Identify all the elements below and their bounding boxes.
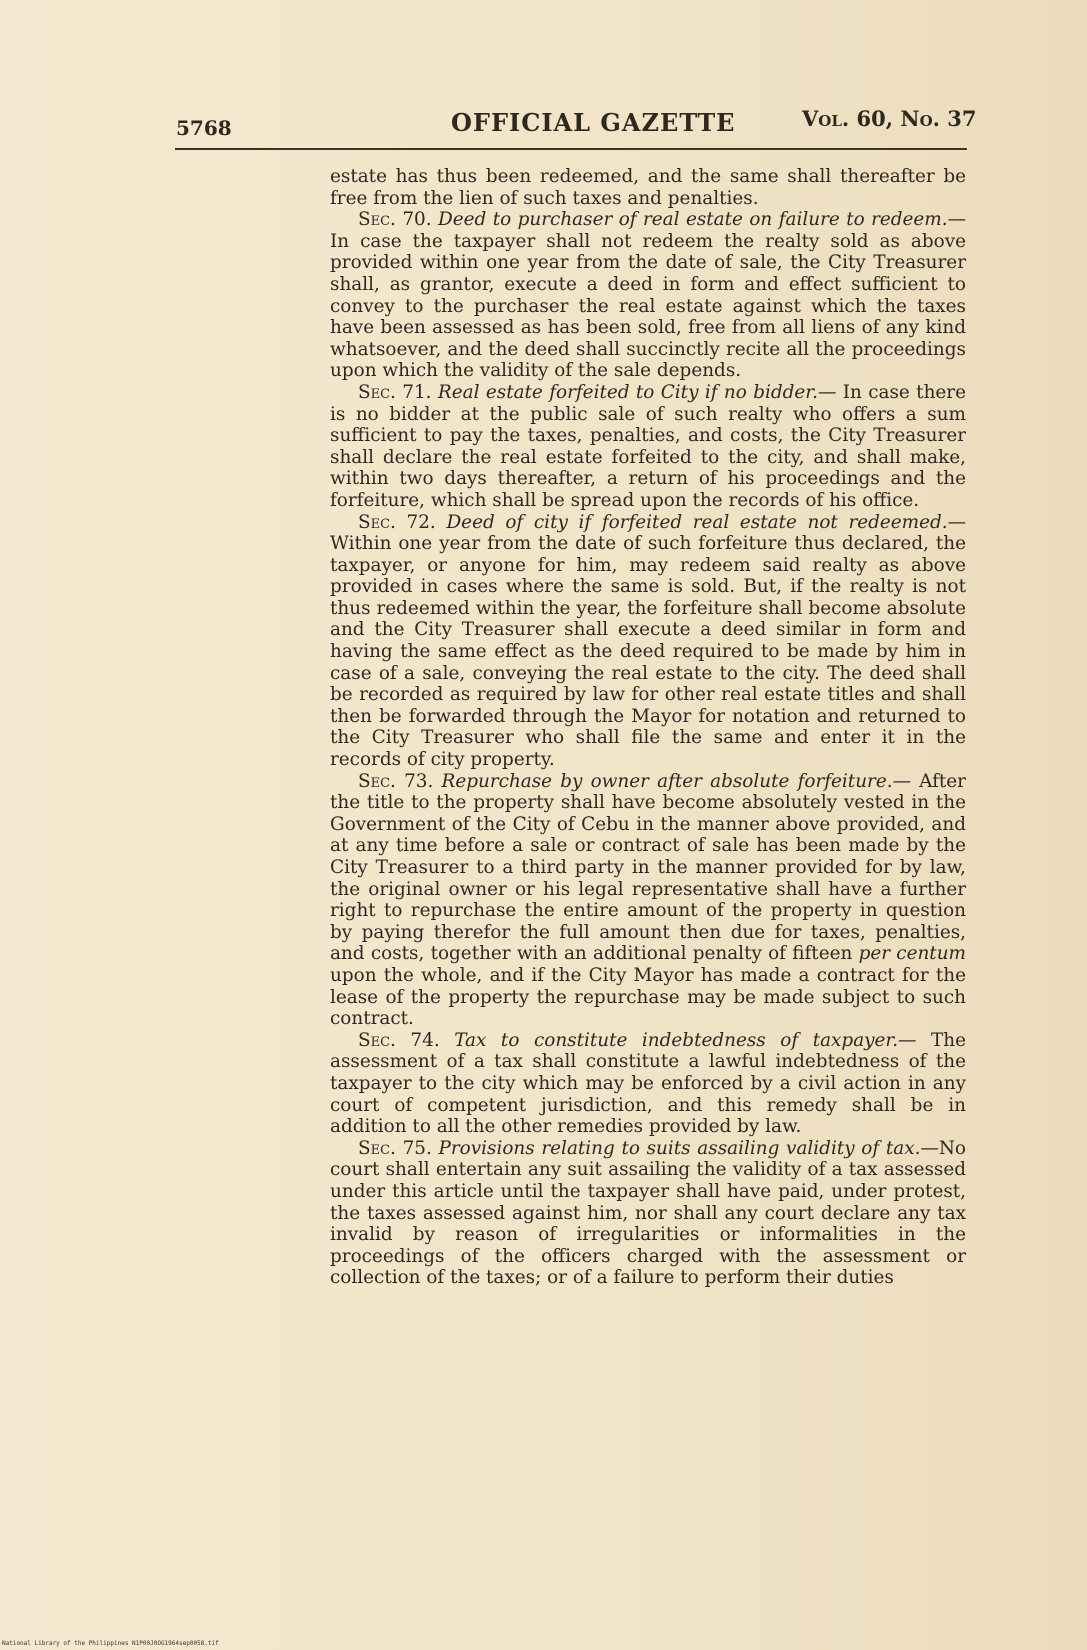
page-header (0, 106, 1087, 146)
section-text-continued: upon the whole, and if the City Mayor has made a contract for the lease of the property the repurchase may be made subject to such contract. (330, 964, 966, 1030)
section-75 (330, 1138, 966, 1289)
section-caption: Real estate forfeited to City if no bidder. (437, 381, 818, 403)
opening-paragraph: estate has thus been redeemed, and the same shall thereafter be free from the lien of such taxes and penalties. (330, 166, 966, 209)
section-text: — After the title to the property shall have become absolutely vested in the Government of the City of Cebu in the manner above provided, and at any time before a sale or contract of sale has been made by the City Treasurer to a third party in the manner provided for by law, the original owner or his legal representative shall have a further right to repurchase the entire amount of the property in question by paying therefor the full amount then due for taxes, penalties, and costs, together with an additional penalty of fifteen (330, 770, 966, 965)
section-label: Sec. 75. (358, 1137, 432, 1159)
section-text: —Within one year from the date of such forfeiture thus declared, the taxpayer, or anyone for him, may redeem said realty as above provided in cases where the same is sold. But, if the realty is not thus redeemed within the year, the forfeiture shall become absolute and the City Treasurer shall execute a deed similar in form and having the same effect as the deed required to be made by him in case of a sale, conveying the real estate to the city. The deed shall be recorded as required by law for other real estate titles and shall then be forwarded through the Mayor for notation and returned to the City Treasurer who shall file the same and enter it in the records of city property. (330, 511, 966, 771)
header-rule (175, 148, 967, 150)
section-70 (330, 209, 966, 382)
latin-phrase: per centum (858, 943, 966, 965)
section-label: Sec. 73. (358, 770, 434, 792)
scan-footer: National Library of the Philippines N1P00J0OG1964sep0058.tif (2, 1640, 219, 1647)
volume-number: Vol. 60, No. 37 (802, 106, 977, 131)
section-label: Sec. 74. (358, 1029, 440, 1051)
section-caption: Repurchase by owner after absolute forfeiture. (441, 770, 893, 792)
body-text (330, 166, 966, 1289)
section-72 (330, 512, 966, 771)
page-number: 5768 (176, 116, 232, 140)
section-text: —No court shall entertain any suit assailing the validity of a tax assessed under this article until the taxpayer shall have paid, under protest, the taxes assessed against him, nor shall any court declare any tax invalid by reason of irregularities or informalities in the proceedings of the officers charged with the assessment or collection of the taxes; or of a failure to perform their duties (330, 1137, 966, 1289)
publication-title: OFFICIAL GAZETTE (451, 108, 736, 137)
section-71 (330, 382, 966, 512)
section-74 (330, 1030, 966, 1138)
section-text: —In case the taxpayer shall not redeem the realty sold as above provided within one year from the date of sale, the City Treasurer shall, as grantor, execute a deed in form and effect sufficient to convey to the purchaser the real estate against which the taxes have been assessed as has been sold, free from all liens of any kind whatsoever, and the deed shall succinctly recite all the proceedings upon which the validity of the sale depends. (330, 209, 966, 382)
section-text: — In case there is no bidder at the public sale of such realty who offers a sum sufficient to pay the taxes, penalties, and costs, the City Treasurer shall declare the real estate forfeited to the city, and shall make, within two days thereafter, a return of his proceedings and the forfeiture, which shall be spread upon the records of his office. (330, 381, 966, 511)
section-label: Sec. 70. (358, 209, 432, 231)
section-73 (330, 771, 966, 1030)
section-caption: Deed to purchaser of real estate on failure to redeem. (438, 209, 948, 231)
section-caption: Provisions relating to suits assailing validity of tax. (438, 1137, 921, 1159)
section-caption: Deed of city if forfeited real estate not redeemed. (446, 511, 948, 533)
section-caption: Tax to constitute indebtedness of taxpayer. (454, 1029, 899, 1051)
section-text: — The assessment of a tax shall constitute a lawful indebtedness of the taxpayer to the city which may be enforced by a civil action in any court of competent jurisdiction, and this remedy shall be in addition to all the other remedies provided by law. (330, 1029, 966, 1138)
section-label: Sec. 72. (358, 511, 436, 533)
section-label: Sec. 71. (358, 381, 432, 403)
